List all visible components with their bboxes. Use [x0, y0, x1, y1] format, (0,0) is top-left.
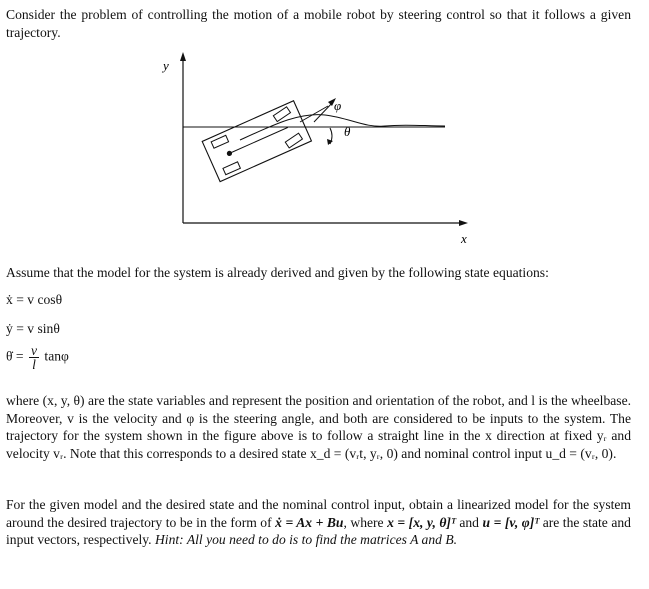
theta-label: θ — [344, 124, 351, 139]
task-mid2: and — [455, 514, 483, 530]
x-axis-label: x — [461, 231, 467, 246]
equation-y-dot: ẏ = v sinθ — [6, 321, 60, 336]
task-xvec: x = [x, y, θ]ᵀ — [387, 514, 456, 530]
phi-label: φ — [334, 98, 342, 113]
equation-theta-dot — [6, 344, 69, 371]
eq3-denominator: l — [32, 357, 36, 372]
theta-arrowhead — [327, 139, 333, 145]
heading-line — [300, 106, 328, 122]
y-axis-arrowhead — [180, 52, 186, 61]
y-axis-label: y — [163, 58, 169, 73]
eq3-rhs: tanφ — [41, 348, 69, 364]
eq3-lhs: θ̇ = — [6, 348, 27, 364]
task-uvec: u = [v, φ]ᵀ — [482, 514, 540, 530]
description-paragraph: where (x, y, θ) are the state variables and represent the position and orientation of the robot, and l is the wheelbase. Moreover, v is the velocity and φ is the steering angle, and both are considered to be inputs to the system. The trajectory for the system shown in the figure above is to follow a straight line in the x direction at fixed yᵣ and velocity vᵣ. Note that this corresponds to a desired state x_d = (vᵣt, yᵣ, 0) and nominal control input u_d = (vᵣ, 0). — [6, 393, 631, 461]
x-axis-arrowhead — [459, 220, 468, 226]
eq3-numerator: v — [30, 343, 38, 358]
task-form: ẋ = Ax + Bu — [275, 514, 344, 530]
task-hint: Hint: All you need to do is to find the matrices A and B. — [154, 532, 458, 547]
task-pre: For the given model and the desired state and the nominal control input, obtain a linearized model for the system around the desired trajectory to be in the form of — [6, 497, 631, 530]
task-mid1: , where — [343, 514, 388, 530]
assume-paragraph: Assume that the model for the system is already derived and given by the following state equations: — [6, 265, 549, 280]
eq3-fraction — [29, 344, 39, 371]
robot-body — [202, 101, 311, 182]
equation-x-dot: ẋ = v cosθ — [6, 292, 63, 307]
task-paragraph — [6, 496, 631, 549]
task-mid3: are the state and input vectors, respectively. — [6, 514, 631, 547]
intro-paragraph: Consider the problem of controlling the motion of a mobile robot by steering control so that it follows a given trajectory. — [6, 7, 631, 40]
